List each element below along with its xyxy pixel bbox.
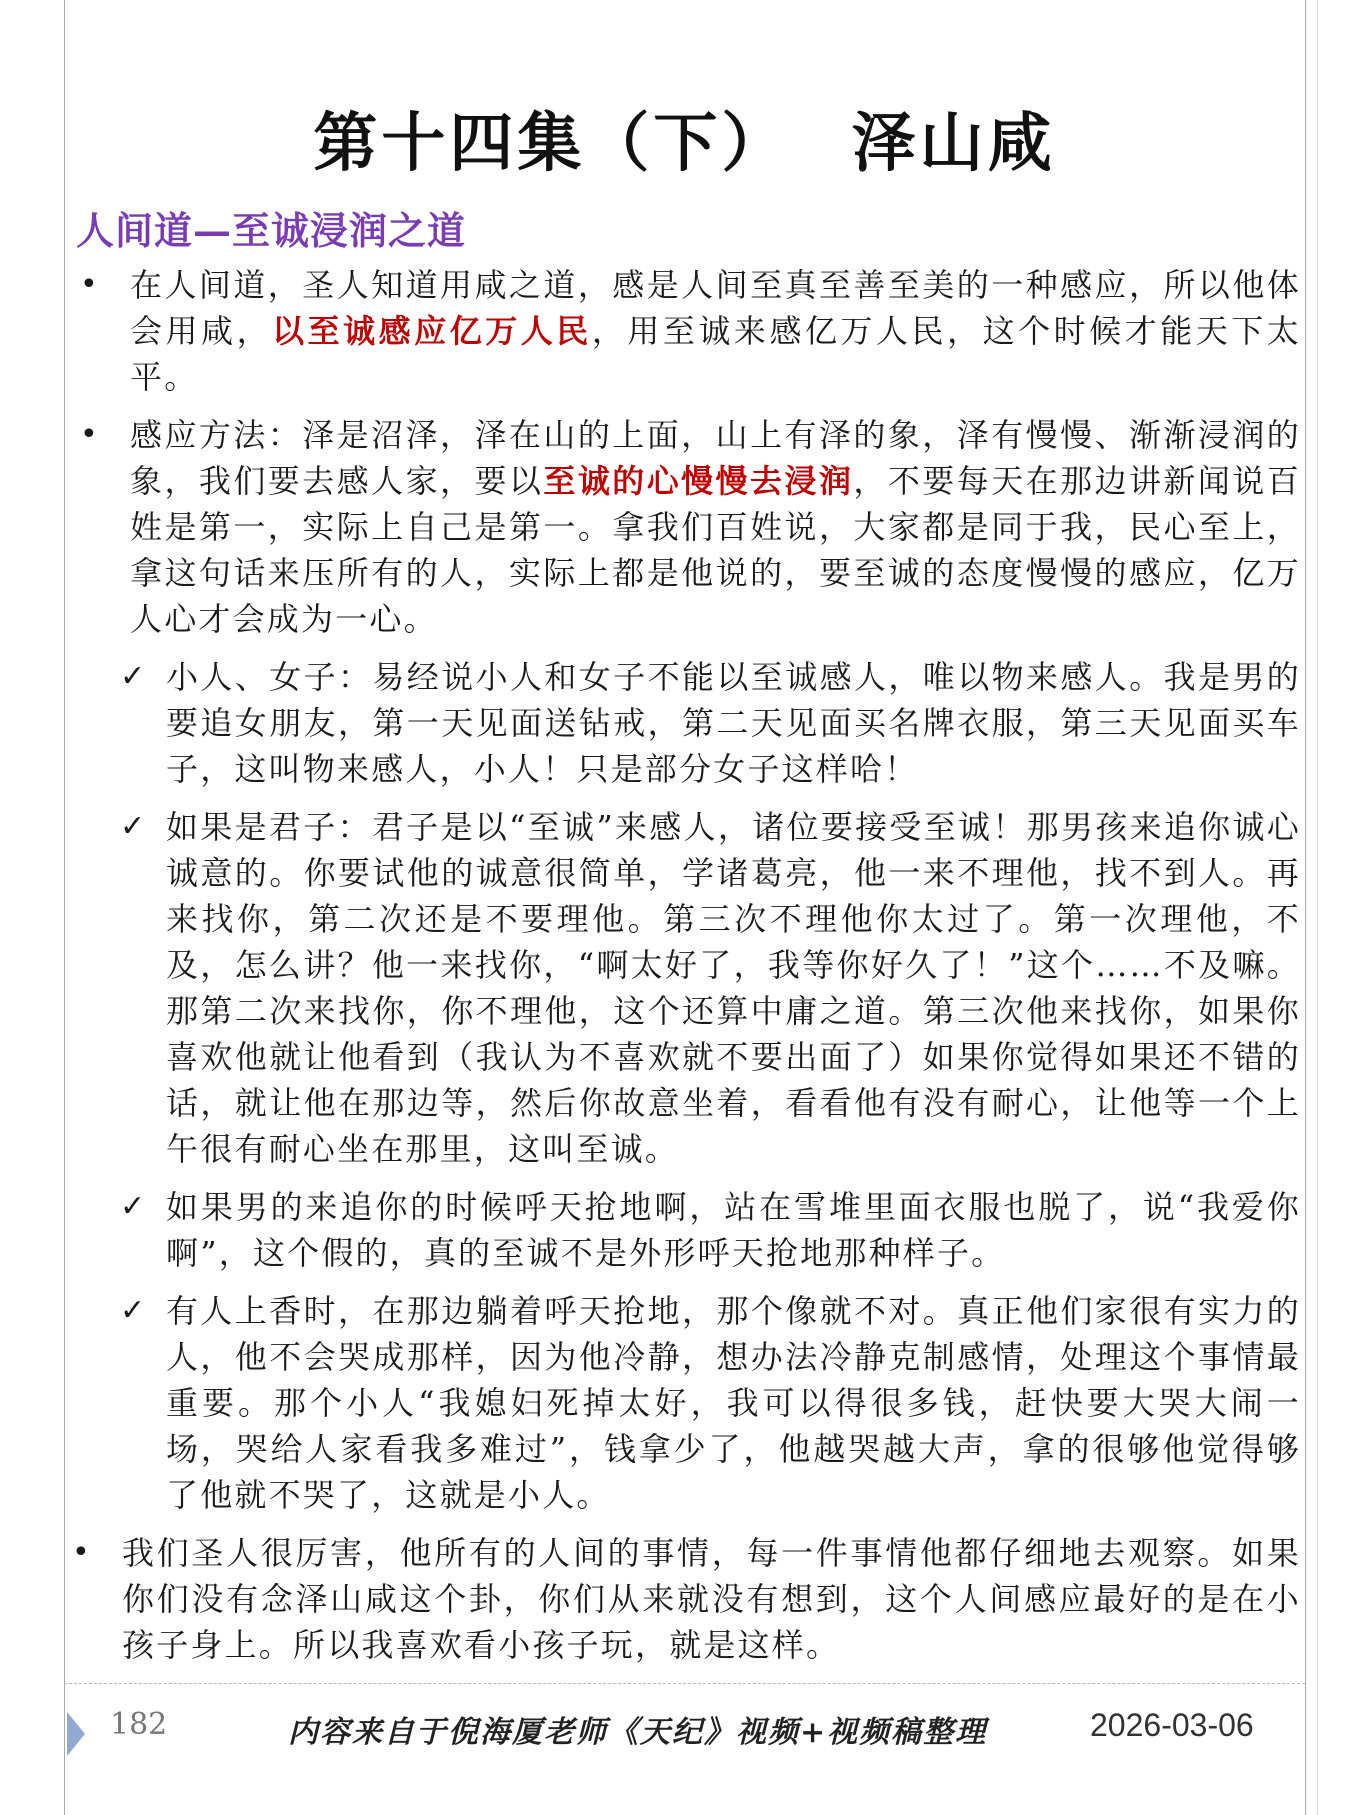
bullet-icon: • [80, 417, 98, 452]
bullet-item [76, 262, 1301, 400]
bullet-icon: • [72, 1535, 90, 1570]
highlight-text: 以至诚感应亿万人民 [272, 312, 592, 350]
checkmark-icon: ✓ [120, 809, 146, 844]
right-border-line [1305, 0, 1306, 1815]
check-text: 如果男的来追你的时候呼天抢地啊，站在雪堆里面衣服也脱了，说“我爱你啊”，这个假的，真的至诚不是外形呼天抢地那种样子。 [166, 1188, 1301, 1272]
bullet-icon: • [80, 267, 98, 302]
content-body [72, 262, 1301, 1680]
bullet-item [76, 412, 1301, 642]
page-title: 第十四集（下） 泽山咸 [313, 106, 1056, 181]
left-border-line [64, 0, 65, 1815]
check-item [76, 804, 1301, 1172]
bullet-text: 在人间道，圣人知道用咸之道，感是人间至真至善至美的一种感应，所以他体会用咸，以至诚感应亿万人民，用至诚来感亿万人民，这个时候才能天下太平。 [130, 266, 1301, 396]
page-number: 182 [110, 1707, 168, 1742]
checkmark-icon: ✓ [120, 659, 146, 694]
bullet-item [72, 1530, 1301, 1668]
checkmark-icon: ✓ [120, 1293, 146, 1328]
check-item [76, 1288, 1301, 1518]
footer-source: 内容来自于倪海厦老师《天纪》视频+视频稿整理 [288, 1715, 988, 1750]
check-item [76, 1184, 1301, 1276]
highlight-text: 至诚的心慢慢去浸润 [543, 462, 854, 500]
check-text: 如果是君子：君子是以“至诚”来感人，诸位要接受至诚！那男孩来追你诚心诚意的。你要试他的诚意很简单，学诸葛亮，他一来不理他，找不到人。再来找你，第二次还是不要理他。第三次不理他你太过了。第一次理他，不及，怎么讲？他一来找你，“啊太好了，我等你好久了！”这个……不及嘛。那第二次来找你，你不理他，这个还算中庸之道。第三次他来找你，如果你喜欢他就让他看到（我认为不喜欢就不要出面了）如果你觉得如果还不错的话，就让他在那边等，然后你故意坐着，看看他有没有耐心，让他等一个上午很有耐心坐在那里，这叫至诚。 [166, 808, 1301, 1168]
footer-divider [64, 1683, 1305, 1684]
check-text: 小人、女子：易经说小人和女子不能以至诚感人，唯以物来感人。我是男的要追女朋友，第一天见面送钻戒，第二天见面买名牌衣服，第三天见面买车子，这叫物来感人，小人！只是部分女子这样哈！ [166, 658, 1301, 788]
bullet-text: 我们圣人很厉害，他所有的人间的事情，每一件事情他都仔细地去观察。如果你们没有念泽山咸这个卦，你们从来就没有想到，这个人间感应最好的是在小孩子身上。所以我喜欢看小孩子玩，就是这样。 [122, 1534, 1301, 1664]
checkmark-icon: ✓ [120, 1189, 146, 1224]
triangle-icon [67, 1712, 85, 1756]
check-text: 有人上香时，在那边躺着呼天抢地，那个像就不对。真正他们家很有实力的人，他不会哭成那样，因为他冷静，想办法冷静克制感情，处理这个事情最重要。那个小人“我媳妇死掉太好，我可以得很多钱，赶快要大哭大闹一场，哭给人家看我多难过”，钱拿少了，他越哭越大声，拿的很够他觉得够了他就不哭了，这就是小人。 [166, 1292, 1301, 1514]
right-border-line-outer [1317, 0, 1318, 1815]
footer-date: 2026-03-06 [1090, 1707, 1254, 1743]
check-item [76, 654, 1301, 792]
bullet-text: 感应方法：泽是沼泽，泽在山的上面，山上有泽的象，泽有慢慢、渐渐浸润的象，我们要去感人家，要以至诚的心慢慢去浸润，不要每天在那边讲新闻说百姓是第一，实际上自己是第一。拿我们百姓说，大家都是同于我，民心至上，拿这句话来压所有的人，实际上都是他说的，要至诚的态度慢慢的感应，亿万人心才会成为一心。 [130, 416, 1301, 638]
section-heading: 人间道—至诚浸润之道 [76, 208, 467, 253]
